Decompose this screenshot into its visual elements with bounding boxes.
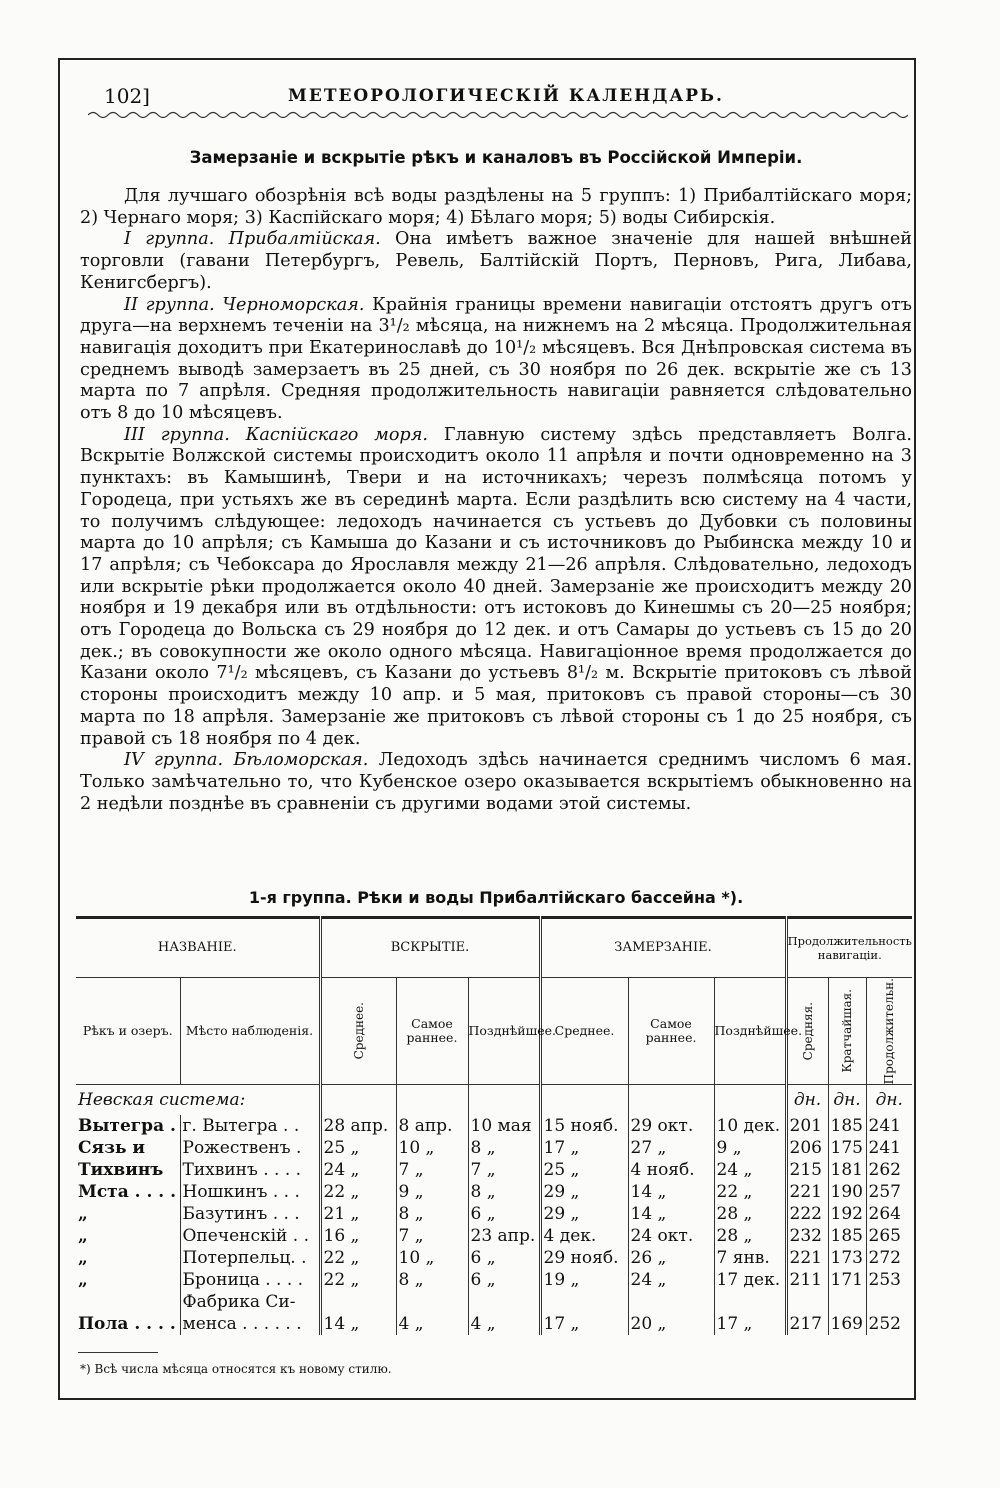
table-cell: 25 „ <box>320 1137 396 1159</box>
table-cell: 14 „ <box>628 1203 714 1225</box>
table-cell: 20 „ <box>628 1313 714 1335</box>
table-cell: „ <box>78 1204 88 1225</box>
paragraph-group-4 <box>80 750 912 815</box>
paragraph-group-2 <box>80 295 912 425</box>
body-text <box>80 186 912 815</box>
table-cell: Вытегра . <box>78 1116 176 1137</box>
table-cell: 192 <box>828 1203 866 1225</box>
table-cell: 272 <box>866 1247 912 1269</box>
table-cell: 9 „ <box>714 1137 786 1159</box>
section-title: Замерзаніе и вскрытіе рѣкъ и каналовъ въ Россійской Имперіи. <box>189 148 803 167</box>
paragraph-text: Крайнія границы времени навигаціи отстоятъ другъ отъ друга—на верхнемъ теченіи на 3¹/₂ мѣсяца, на нижнемъ на 2 мѣсяца. Продолжительная навигація доходитъ при Екатеринославѣ до 10¹/₂ мѣсяцевъ. Вся Днѣпровская система въ среднемъ выводѣ замерзаетъ въ 25 дней, съ 30 ноября по 26 дек. вскрытіе же съ 13 марта по 7 апрѣля. Средняя продолжительность навигаціи равняется слѣдовательно отъ 8 до 10 мѣсяцевъ. <box>80 294 912 424</box>
table-cell: 22 „ <box>320 1247 396 1269</box>
table-cell: 24 „ <box>320 1159 396 1181</box>
subheader-place: Мѣсто наблюденія. <box>180 978 320 1085</box>
table-cell: 7 „ <box>468 1159 540 1181</box>
paragraph-group-3 <box>80 425 912 751</box>
table-cell: „ <box>78 1270 88 1291</box>
table-row <box>76 1225 912 1247</box>
table-cell: 241 <box>866 1137 912 1159</box>
paragraph-lead: II группа. Черноморская. <box>124 294 365 315</box>
table-cell: 185 <box>828 1115 866 1137</box>
table-cell: Тихвинъ . . . . <box>180 1159 320 1181</box>
table-cell: 253 <box>866 1269 912 1291</box>
table-cell: 206 <box>786 1137 828 1159</box>
table-cell: 14 „ <box>628 1181 714 1203</box>
table-cell: 257 <box>866 1181 912 1203</box>
table-row <box>76 1269 912 1291</box>
subheader-open-earliest: Самое раннее. <box>396 978 468 1085</box>
table-row <box>76 1137 912 1159</box>
table-cell: Тихвинъ <box>78 1160 164 1181</box>
table-cell: 222 <box>786 1203 828 1225</box>
table-cell: 215 <box>786 1159 828 1181</box>
table-cell <box>396 1291 468 1313</box>
table-cell: 29 „ <box>540 1203 628 1225</box>
paragraph-text: Ледоходъ здѣсь начинается среднимъ числомъ 6 мая. Только замѣчательно то, что Кубенское озеро оказывается вскрытіемъ обыкновенно на 2 недѣли позднѣе въ сравненіи съ другими водами этой системы. <box>80 750 912 814</box>
table-cell: 264 <box>866 1203 912 1225</box>
table-cell: 221 <box>786 1247 828 1269</box>
table-cell: г. Вытегра . . <box>180 1115 320 1137</box>
running-title: МЕТЕОРОЛОГИЧЕСКІЙ КАЛЕНДАРЬ. <box>288 86 724 106</box>
table-cell: 4 „ <box>396 1313 468 1335</box>
table-cell: 173 <box>828 1247 866 1269</box>
table-cell: 201 <box>786 1115 828 1137</box>
table-cell: менса . . . . . . <box>180 1313 320 1335</box>
table-cell: 8 апр. <box>396 1115 468 1137</box>
table-cell: 17 дек. <box>714 1269 786 1291</box>
paragraph-text: Главную систему здѣсь представляетъ Волга. Вскрытіе Волжской системы происходитъ около 11 апрѣля и почти одновременно на 3 пунктахъ: въ Камышинѣ, Твери и на источникахъ; черезъ полмѣсяца потомъ у Городеца, при устьяхъ же въ серединѣ марта. Если раздѣлить всю систему на 4 части, то получимъ слѣдующее: ледоходъ начинается съ устьевъ до Дубовки съ половины марта до 10 апрѣля; съ Камыша до Казани и съ источниковъ до Рыбинска между 10 и 17 апрѣля; съ Чебоксара до Ярославля между 21—26 апрѣля. Слѣдовательно, ледоходъ или вскрытіе рѣки продолжается около 40 дней. Замерзаніе же происходитъ между 20 ноября и 19 декабря или въ отдѣльности: отъ истоковъ до Кинешмы съ 20—25 ноября; отъ Городеца до Вольска съ 29 ноября до 12 дек. и отъ Самары до устьевъ съ 15 до 20 дек.; въ совокупности же около одного мѣсяца. Навигаціонное время продолжается до Казани около 7¹/₂ мѣсяцевъ, съ Казани до устьевъ 8¹/₂ м. Вскрытіе притоковъ съ лѣвой стороны происходитъ между 10 апр. и 5 мая, притоковъ съ правой стороны—съ 30 марта по 18 апрѣля. Замерзаніе же притоковъ съ лѣвой стороны съ 1 до 25 ноября, съ правой съ 18 ноября по 4 дек. <box>80 424 912 749</box>
subheader-nav-longest: Продолжительн. <box>866 978 912 1085</box>
subheader-open-mean: Среднее. <box>320 978 396 1085</box>
table-cell: 190 <box>828 1181 866 1203</box>
table-cell: 15 нояб. <box>540 1115 628 1137</box>
table-cell: 29 нояб. <box>540 1247 628 1269</box>
table-row <box>76 1313 912 1335</box>
table-cell: 169 <box>828 1313 866 1335</box>
table-cell: 29 „ <box>540 1181 628 1203</box>
table-cell: 10 дек. <box>714 1115 786 1137</box>
table-row <box>76 1291 912 1313</box>
table-cell: 181 <box>828 1159 866 1181</box>
table-cell: 25 „ <box>540 1159 628 1181</box>
table-cell: 8 „ <box>468 1137 540 1159</box>
table-cell: 6 „ <box>468 1203 540 1225</box>
table-cell: 185 <box>828 1225 866 1247</box>
table-cell: 14 „ <box>320 1313 396 1335</box>
system-label: Невская система: <box>78 1090 246 1111</box>
table-cell: 28 апр. <box>320 1115 396 1137</box>
table-cell: Базутинъ . . . <box>180 1203 320 1225</box>
table-row <box>76 1203 912 1225</box>
table-cell: 217 <box>786 1313 828 1335</box>
table-cell: 8 „ <box>396 1203 468 1225</box>
table-cell <box>714 1291 786 1313</box>
table-row <box>76 1115 912 1137</box>
table-cell: 21 „ <box>320 1203 396 1225</box>
wavy-rule <box>88 108 908 122</box>
table-cell: „ <box>78 1248 88 1269</box>
table-cell <box>786 1291 828 1313</box>
table-cell: 8 „ <box>396 1269 468 1291</box>
table-cell: Сязь и <box>78 1138 146 1159</box>
footnote: *) Всѣ числа мѣсяца относятся къ новому стилю. <box>80 1362 392 1376</box>
paragraph-group-1 <box>80 229 912 294</box>
subheader-freeze-latest: Позднѣйшее. <box>714 978 786 1085</box>
paragraph-lead: I группа. Прибалтійская. <box>124 229 381 250</box>
table-cell: 8 „ <box>468 1181 540 1203</box>
table-cell: 6 „ <box>468 1247 540 1269</box>
table-cell: 175 <box>828 1137 866 1159</box>
header-navigation: Продолжительность навигаціи. <box>786 918 912 978</box>
table-cell: 28 „ <box>714 1203 786 1225</box>
page-number: 102] <box>104 84 150 108</box>
unit-label: дн. <box>828 1085 866 1116</box>
table-cell: Мста . . . . <box>78 1182 177 1203</box>
table-cell: 221 <box>786 1181 828 1203</box>
header-opening: ВСКРЫТІЕ. <box>320 918 540 978</box>
table-cell: Рожественъ . <box>180 1137 320 1159</box>
table-cell <box>828 1291 866 1313</box>
header-name: НАЗВАНІЕ. <box>76 918 320 978</box>
table-cell: 19 „ <box>540 1269 628 1291</box>
table-cell: 27 „ <box>628 1137 714 1159</box>
table-cell: „ <box>78 1226 88 1247</box>
table-cell: 17 „ <box>540 1137 628 1159</box>
unit-label: дн. <box>866 1085 912 1116</box>
table-cell <box>540 1291 628 1313</box>
paragraph-text: Она имѣетъ важное значеніе для нашей внѣшней торговли (гавани Петербургъ, Ревель, Балтійскій Портъ, Перновъ, Рига, Либава, Кенигсбергъ). <box>80 229 913 293</box>
table-cell: Фабрика Си- <box>180 1291 320 1313</box>
table-cell: 28 „ <box>714 1225 786 1247</box>
subheader-freeze-mean: Среднее. <box>540 978 628 1085</box>
table-cell: 262 <box>866 1159 912 1181</box>
paragraph-text: Для лучшаго обозрѣнія всѣ воды раздѣлены на 5 группъ: 1) Прибалтійскаго моря; 2) Чернаго моря; 3) Каспійскаго моря; 4) Бѣлаго моря; 5) воды Сибирскія. <box>80 186 912 228</box>
table-cell: 7 „ <box>396 1159 468 1181</box>
table-cell <box>76 1291 180 1313</box>
table-cell: 16 „ <box>320 1225 396 1247</box>
table-cell: 24 „ <box>714 1159 786 1181</box>
table-cell: 4 нояб. <box>628 1159 714 1181</box>
data-table <box>76 916 912 1335</box>
paragraph-intro <box>80 186 912 229</box>
subheader-freeze-earliest: Самое раннее. <box>628 978 714 1085</box>
table-row <box>76 1181 912 1203</box>
table-cell: 22 „ <box>320 1269 396 1291</box>
table-cell: 9 „ <box>396 1181 468 1203</box>
table-cell: 24 окт. <box>628 1225 714 1247</box>
paragraph-lead: IV группа. Бѣломорская. <box>124 750 369 771</box>
table-cell <box>628 1291 714 1313</box>
paragraph-lead: III группа. Каспійскаго моря. <box>124 424 428 445</box>
subheader-nav-shortest: Кратчайшая. <box>828 978 866 1085</box>
subheader-open-latest: Позднѣйшее. <box>468 978 540 1085</box>
table-cell: 7 янв. <box>714 1247 786 1269</box>
table-row <box>76 1247 912 1269</box>
table-cell: 10 „ <box>396 1247 468 1269</box>
table-cell: 29 окт. <box>628 1115 714 1137</box>
subheader-nav-mean: Средняя. <box>786 978 828 1085</box>
table-cell: Ношкинъ . . . <box>180 1181 320 1203</box>
table-cell: 24 „ <box>628 1269 714 1291</box>
table-cell: 26 „ <box>628 1247 714 1269</box>
table-cell: 10 мая <box>468 1115 540 1137</box>
table-cell: 7 „ <box>396 1225 468 1247</box>
table-cell: 4 „ <box>468 1313 540 1335</box>
table-cell: 23 апр. <box>468 1225 540 1247</box>
system-row <box>76 1085 912 1116</box>
table-cell: 17 „ <box>540 1313 628 1335</box>
table-cell <box>320 1291 396 1313</box>
table-title: 1-я группа. Рѣки и воды Прибалтійскаго бассейна *). <box>248 888 744 907</box>
table-cell: Пола . . . . <box>78 1314 176 1335</box>
table-cell: Опеченскій . . <box>180 1225 320 1247</box>
unit-label: дн. <box>786 1085 828 1116</box>
table-cell: 22 „ <box>714 1181 786 1203</box>
header-freezing: ЗАМЕРЗАНІЕ. <box>540 918 786 978</box>
table-cell: 232 <box>786 1225 828 1247</box>
table-cell: 241 <box>866 1115 912 1137</box>
table-cell: 4 дек. <box>540 1225 628 1247</box>
table-cell: 6 „ <box>468 1269 540 1291</box>
footnote-rule <box>78 1352 158 1353</box>
subheader-river: Рѣкъ и озеръ. <box>76 978 180 1085</box>
table-cell: 17 „ <box>714 1313 786 1335</box>
table-cell: Потерпельц. . <box>180 1247 320 1269</box>
table-cell: 252 <box>866 1313 912 1335</box>
table-cell: 171 <box>828 1269 866 1291</box>
table-cell: 22 „ <box>320 1181 396 1203</box>
table-row <box>76 1159 912 1181</box>
table-cell <box>866 1291 912 1313</box>
table-cell: 265 <box>866 1225 912 1247</box>
table-cell <box>468 1291 540 1313</box>
table-cell: 10 „ <box>396 1137 468 1159</box>
table-cell: 211 <box>786 1269 828 1291</box>
table-cell: Броница . . . . <box>180 1269 320 1291</box>
